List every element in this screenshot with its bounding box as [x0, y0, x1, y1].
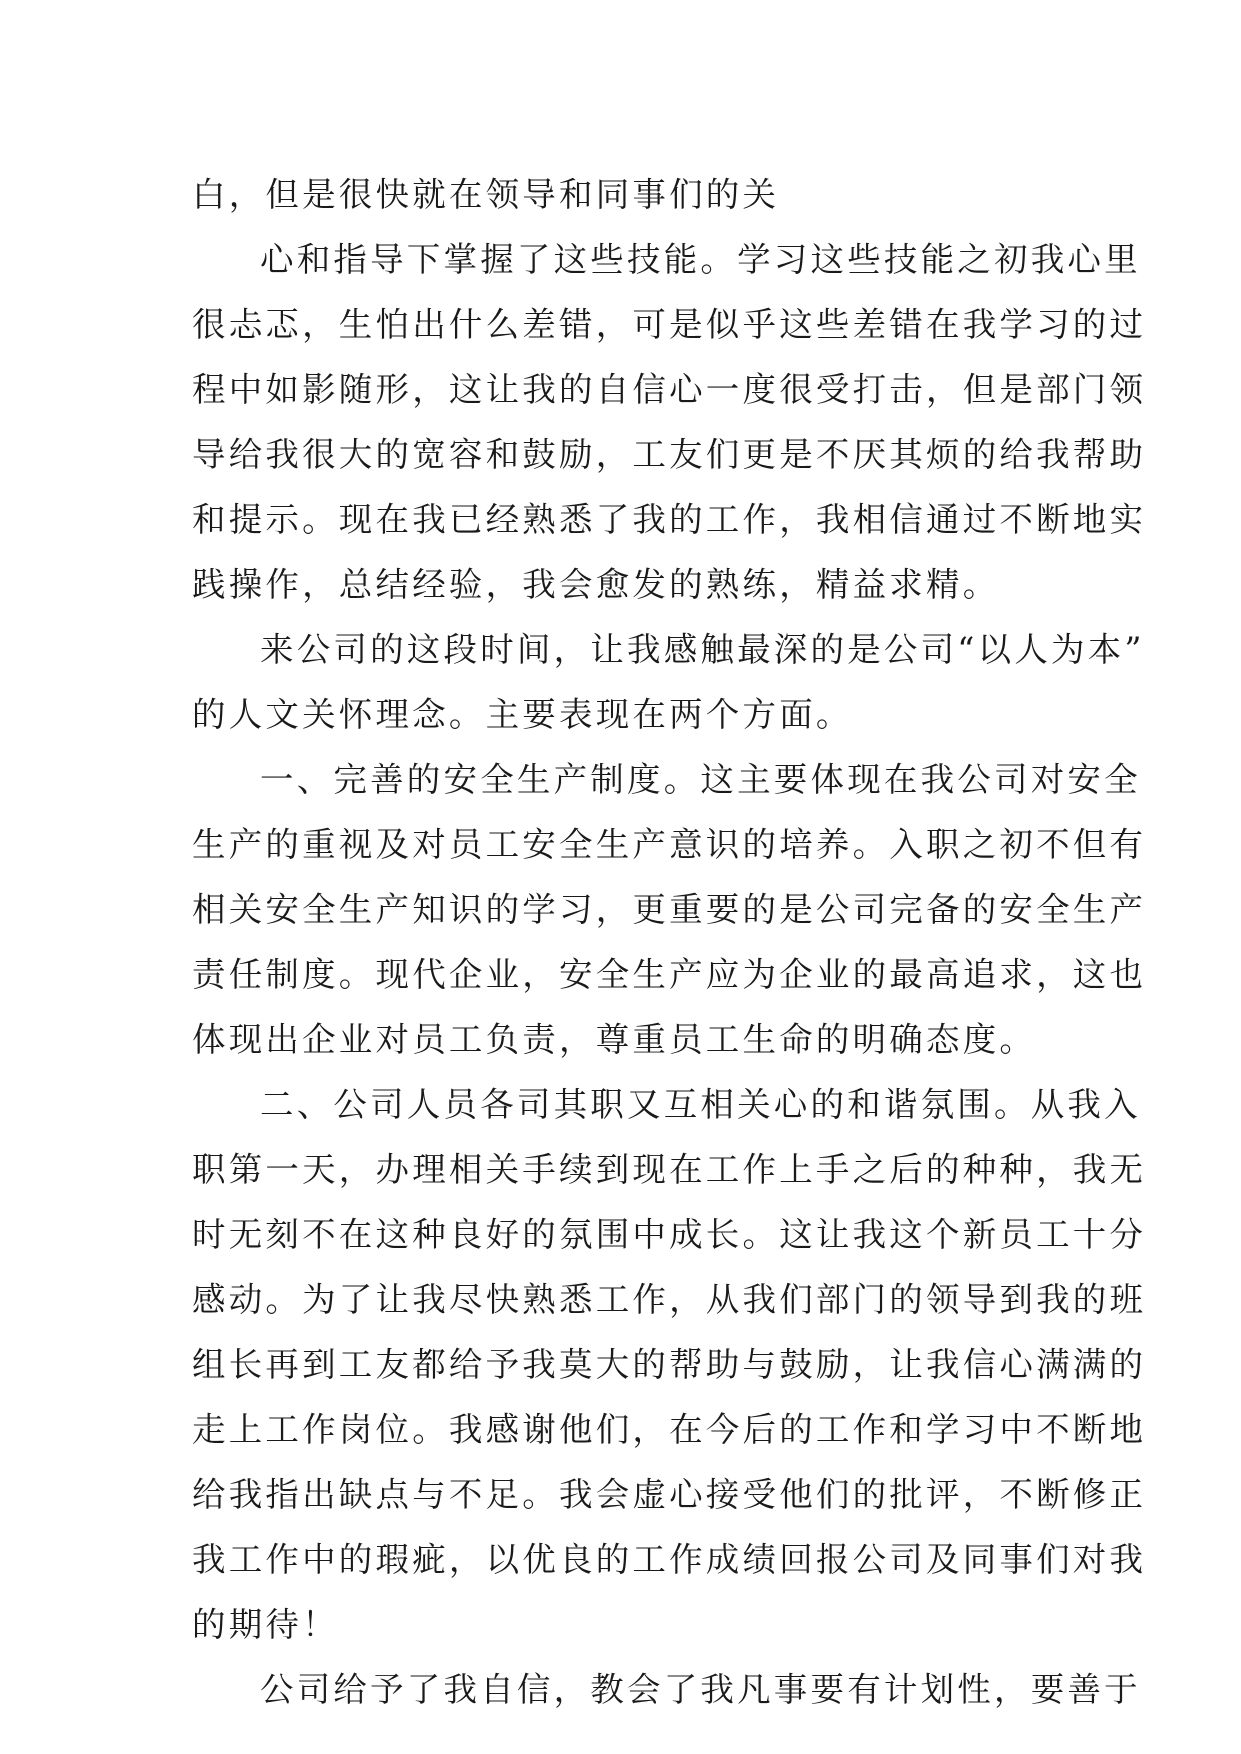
text-line: 心和指导下掌握了这些技能。学习这些技能之初我心里: [260, 240, 1141, 279]
text-line: 和提示。现在我已经熟悉了我的工作，我相信通过不断地实: [192, 500, 1147, 539]
text-line: 感动。为了让我尽快熟悉工作，从我们部门的领导到我的班: [192, 1280, 1147, 1319]
text-line: 一、完善的安全生产制度。这主要体现在我公司对安全: [260, 760, 1141, 799]
text-line: 生产的重视及对员工安全生产意识的培养。入职之初不但有: [192, 825, 1147, 864]
text-line: 来公司的这段时间，让我感触最深的是公司“以人为本”: [260, 630, 1145, 669]
text-line: 职第一天，办理相关手续到现在工作上手之后的种种，我无: [192, 1150, 1147, 1189]
text-line: 白，但是很快就在领导和同事们的关: [192, 175, 780, 214]
text-line: 的期待！: [192, 1605, 339, 1644]
text-line: 导给我很大的宽容和鼓励，工友们更是不厌其烦的给我帮助: [192, 435, 1147, 474]
text-line: 的人文关怀理念。主要表现在两个方面。: [192, 695, 853, 734]
text-line: 给我指出缺点与不足。我会虚心接受他们的批评，不断修正: [192, 1475, 1147, 1514]
text-line: 我工作中的瑕疵，以优良的工作成绩回报公司及同事们对我: [192, 1540, 1147, 1579]
text-line: 践操作，总结经验，我会愈发的熟练，精益求精。: [192, 565, 1000, 604]
text-line: 二、公司人员各司其职又互相关心的和谐氛围。从我入: [260, 1085, 1141, 1124]
text-line: 体现出企业对员工负责，尊重员工生命的明确态度。: [192, 1020, 1037, 1059]
text-line: 走上工作岗位。我感谢他们，在今后的工作和学习中不断地: [192, 1410, 1147, 1449]
text-line: 时无刻不在这种良好的氛围中成长。这让我这个新员工十分: [192, 1215, 1147, 1254]
body-text: [192, 162, 1147, 1722]
text-line: 责任制度。现代企业，安全生产应为企业的最高追求，这也: [192, 955, 1147, 994]
text-line: 组长再到工友都给予我莫大的帮助与鼓励，让我信心满满的: [192, 1345, 1147, 1384]
text-line: 程中如影随形，这让我的自信心一度很受打击，但是部门领: [192, 370, 1147, 409]
text-line: 公司给予了我自信，教会了我凡事要有计划性，要善于: [260, 1670, 1141, 1709]
text-line: 相关安全生产知识的学习，更重要的是公司完备的安全生产: [192, 890, 1147, 929]
text-line: 很忐忑，生怕出什么差错，可是似乎这些差错在我学习的过: [192, 305, 1147, 344]
